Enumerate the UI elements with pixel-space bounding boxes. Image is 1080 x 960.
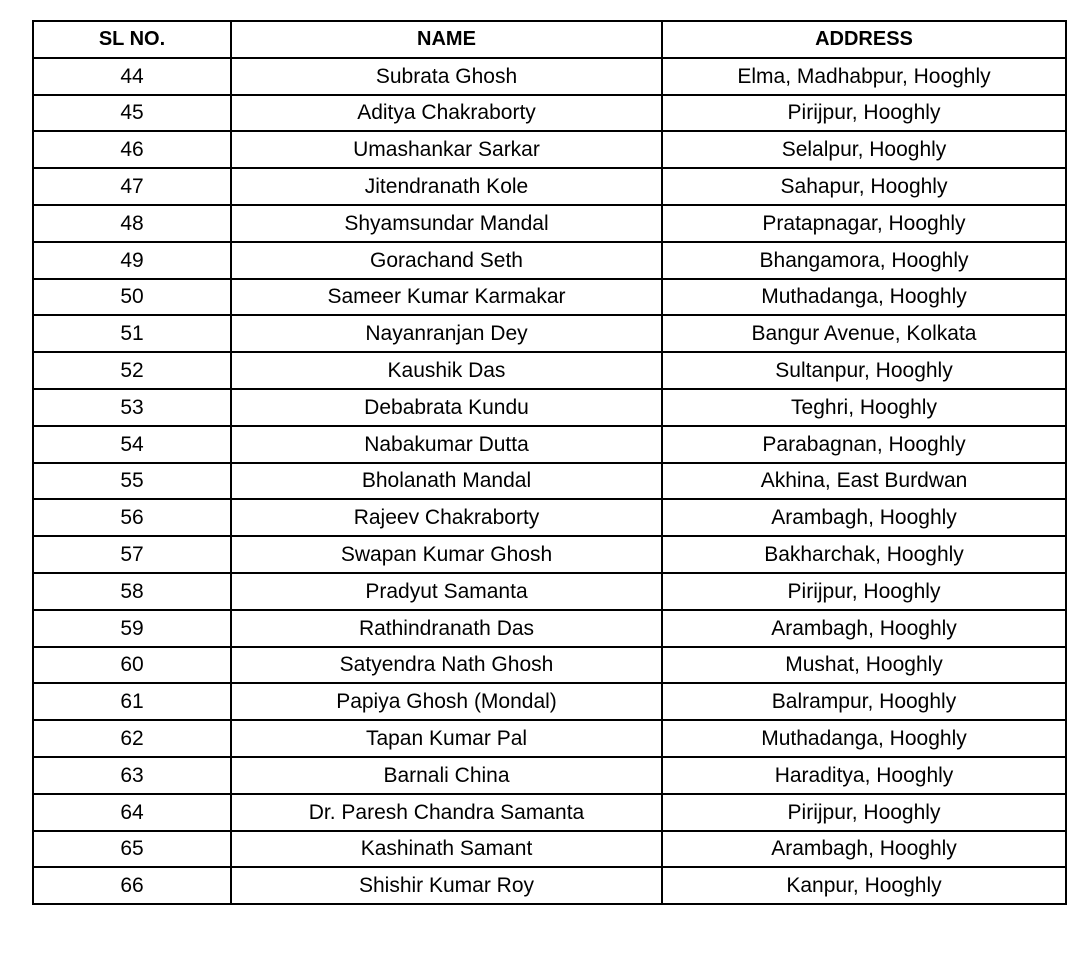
cell-name: Bholanath Mandal: [231, 463, 662, 500]
cell-name: Kaushik Das: [231, 352, 662, 389]
cell-sl-no: 52: [33, 352, 231, 389]
cell-name: Rajeev Chakraborty: [231, 499, 662, 536]
cell-name: Kashinath Samant: [231, 831, 662, 868]
cell-address: Arambagh, Hooghly: [662, 610, 1066, 647]
cell-address: Arambagh, Hooghly: [662, 831, 1066, 868]
cell-sl-no: 53: [33, 389, 231, 426]
cell-address: Akhina, East Burdwan: [662, 463, 1066, 500]
cell-name: Subrata Ghosh: [231, 58, 662, 95]
table-row: [33, 168, 1066, 205]
members-table: [32, 20, 1067, 905]
table-body: [33, 58, 1066, 904]
cell-name: Jitendranath Kole: [231, 168, 662, 205]
cell-sl-no: 48: [33, 205, 231, 242]
cell-sl-no: 55: [33, 463, 231, 500]
cell-name: Tapan Kumar Pal: [231, 720, 662, 757]
table-row: [33, 242, 1066, 279]
table-row: [33, 720, 1066, 757]
table-row: [33, 463, 1066, 500]
header-address: ADDRESS: [662, 21, 1066, 58]
cell-name: Aditya Chakraborty: [231, 95, 662, 132]
table-row: [33, 683, 1066, 720]
cell-sl-no: 66: [33, 867, 231, 904]
cell-sl-no: 63: [33, 757, 231, 794]
cell-sl-no: 47: [33, 168, 231, 205]
cell-address: Balrampur, Hooghly: [662, 683, 1066, 720]
cell-address: Pirijpur, Hooghly: [662, 573, 1066, 610]
cell-name: Nayanranjan Dey: [231, 315, 662, 352]
cell-address: Sahapur, Hooghly: [662, 168, 1066, 205]
cell-sl-no: 49: [33, 242, 231, 279]
cell-address: Kanpur, Hooghly: [662, 867, 1066, 904]
table-row: [33, 536, 1066, 573]
header-name: NAME: [231, 21, 662, 58]
table-row: [33, 315, 1066, 352]
cell-sl-no: 54: [33, 426, 231, 463]
table-header: [33, 21, 1066, 58]
cell-name: Shyamsundar Mandal: [231, 205, 662, 242]
cell-sl-no: 64: [33, 794, 231, 831]
table-row: [33, 389, 1066, 426]
cell-name: Barnali China: [231, 757, 662, 794]
cell-name: Satyendra Nath Ghosh: [231, 647, 662, 684]
header-sl-no: SL NO.: [33, 21, 231, 58]
cell-sl-no: 57: [33, 536, 231, 573]
cell-name: Swapan Kumar Ghosh: [231, 536, 662, 573]
cell-sl-no: 58: [33, 573, 231, 610]
cell-sl-no: 59: [33, 610, 231, 647]
cell-sl-no: 46: [33, 131, 231, 168]
table-row: [33, 573, 1066, 610]
table-row: [33, 131, 1066, 168]
table-row: [33, 867, 1066, 904]
cell-address: Bangur Avenue, Kolkata: [662, 315, 1066, 352]
table-row: [33, 610, 1066, 647]
cell-address: Pirijpur, Hooghly: [662, 794, 1066, 831]
cell-address: Mushat, Hooghly: [662, 647, 1066, 684]
cell-address: Pirijpur, Hooghly: [662, 95, 1066, 132]
cell-sl-no: 61: [33, 683, 231, 720]
cell-address: Sultanpur, Hooghly: [662, 352, 1066, 389]
cell-address: Muthadanga, Hooghly: [662, 720, 1066, 757]
cell-name: Shishir Kumar Roy: [231, 867, 662, 904]
table-row: [33, 831, 1066, 868]
table-row: [33, 499, 1066, 536]
cell-sl-no: 50: [33, 279, 231, 316]
cell-name: Debabrata Kundu: [231, 389, 662, 426]
cell-sl-no: 51: [33, 315, 231, 352]
table-row: [33, 794, 1066, 831]
cell-address: Elma, Madhabpur, Hooghly: [662, 58, 1066, 95]
cell-sl-no: 45: [33, 95, 231, 132]
cell-sl-no: 62: [33, 720, 231, 757]
table-row: [33, 647, 1066, 684]
cell-sl-no: 65: [33, 831, 231, 868]
table-row: [33, 58, 1066, 95]
cell-address: Pratapnagar, Hooghly: [662, 205, 1066, 242]
cell-sl-no: 60: [33, 647, 231, 684]
cell-sl-no: 44: [33, 58, 231, 95]
cell-address: Bhangamora, Hooghly: [662, 242, 1066, 279]
cell-address: Bakharchak, Hooghly: [662, 536, 1066, 573]
cell-address: Haraditya, Hooghly: [662, 757, 1066, 794]
cell-address: Arambagh, Hooghly: [662, 499, 1066, 536]
cell-address: Selalpur, Hooghly: [662, 131, 1066, 168]
cell-name: Dr. Paresh Chandra Samanta: [231, 794, 662, 831]
cell-name: Gorachand Seth: [231, 242, 662, 279]
table-row: [33, 757, 1066, 794]
table-row: [33, 205, 1066, 242]
header-row: [33, 21, 1066, 58]
cell-address: Muthadanga, Hooghly: [662, 279, 1066, 316]
cell-name: Sameer Kumar Karmakar: [231, 279, 662, 316]
cell-address: Teghri, Hooghly: [662, 389, 1066, 426]
cell-address: Parabagnan, Hooghly: [662, 426, 1066, 463]
cell-name: Rathindranath Das: [231, 610, 662, 647]
table-row: [33, 352, 1066, 389]
table-row: [33, 279, 1066, 316]
cell-sl-no: 56: [33, 499, 231, 536]
cell-name: Papiya Ghosh (Mondal): [231, 683, 662, 720]
table-row: [33, 426, 1066, 463]
cell-name: Umashankar Sarkar: [231, 131, 662, 168]
cell-name: Pradyut Samanta: [231, 573, 662, 610]
cell-name: Nabakumar Dutta: [231, 426, 662, 463]
table-row: [33, 95, 1066, 132]
